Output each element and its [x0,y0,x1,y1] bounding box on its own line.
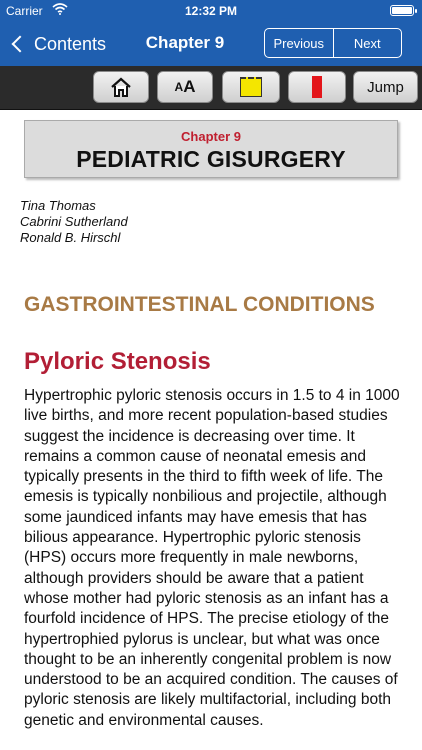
back-contents-button[interactable] [10,31,106,57]
chapter-header [24,120,398,178]
highlighter-icon [240,77,262,97]
bookmark-icon [312,76,322,98]
author-name: Cabrini Sutherland [20,214,128,229]
bookmark-button[interactable] [288,71,346,103]
reader-toolbar [0,66,422,110]
subsection-heading: Pyloric Stenosis [24,348,211,375]
author-name: Tina Thomas [20,198,96,213]
home-icon [110,76,132,98]
chapter-label: Chapter 9 [181,129,241,144]
top-bar [0,0,422,66]
font-large-glyph: A [183,77,196,96]
navigation-bar [0,22,422,66]
carrier-label: Carrier [6,4,43,18]
font-size-button[interactable] [157,71,213,103]
status-bar [0,0,422,22]
section-heading: GASTROINTESTINAL CONDITIONS [24,293,375,316]
author-name: Ronald B. Hirschl [20,230,121,245]
author-list [20,198,128,246]
chevron-left-icon [12,36,29,53]
previous-button[interactable]: Previous [273,35,325,51]
status-time: 12:32 PM [184,4,238,18]
chapter-title: PEDIATRIC GISURGERY [76,146,346,172]
home-button[interactable] [93,71,149,103]
back-label: Contents [34,33,107,54]
body-paragraph: Hypertrophic pyloric stenosis occurs in 1.5 to 4 in 1000 live births, and more recent population-based studies suggest the incidence is decreasing over time. It remains a common cause of neonatal emesis and typically presents in the third to fifth week of life. The emesis is typically nonbilious and projectile, although some jaundiced infants may have emesis that has bilious appearance. Hypertrophic pyloric stenosis (HPS) occurs more frequently in male newborns, although providers should be aware that a patient whose mother had pyloric stenosis as an infant has a fourfold incidence of HPS. The precise etiology of the hypertrophied pylorus is unclear, but what was once thought to be an inherently congenital problem is now understood to be an acquired condition. The causes of pyloric stenosis are likely multifactorial, including both genetic and environmental causes. [24,387,400,729]
prev-next-segmented-control [264,28,402,58]
font-small-glyph: A [174,80,184,94]
highlight-button[interactable] [222,71,280,103]
battery-icon [390,5,414,16]
next-button[interactable]: Next [333,29,402,57]
nav-title: Chapter 9 [145,33,225,52]
jump-button[interactable]: Jump [353,71,418,103]
